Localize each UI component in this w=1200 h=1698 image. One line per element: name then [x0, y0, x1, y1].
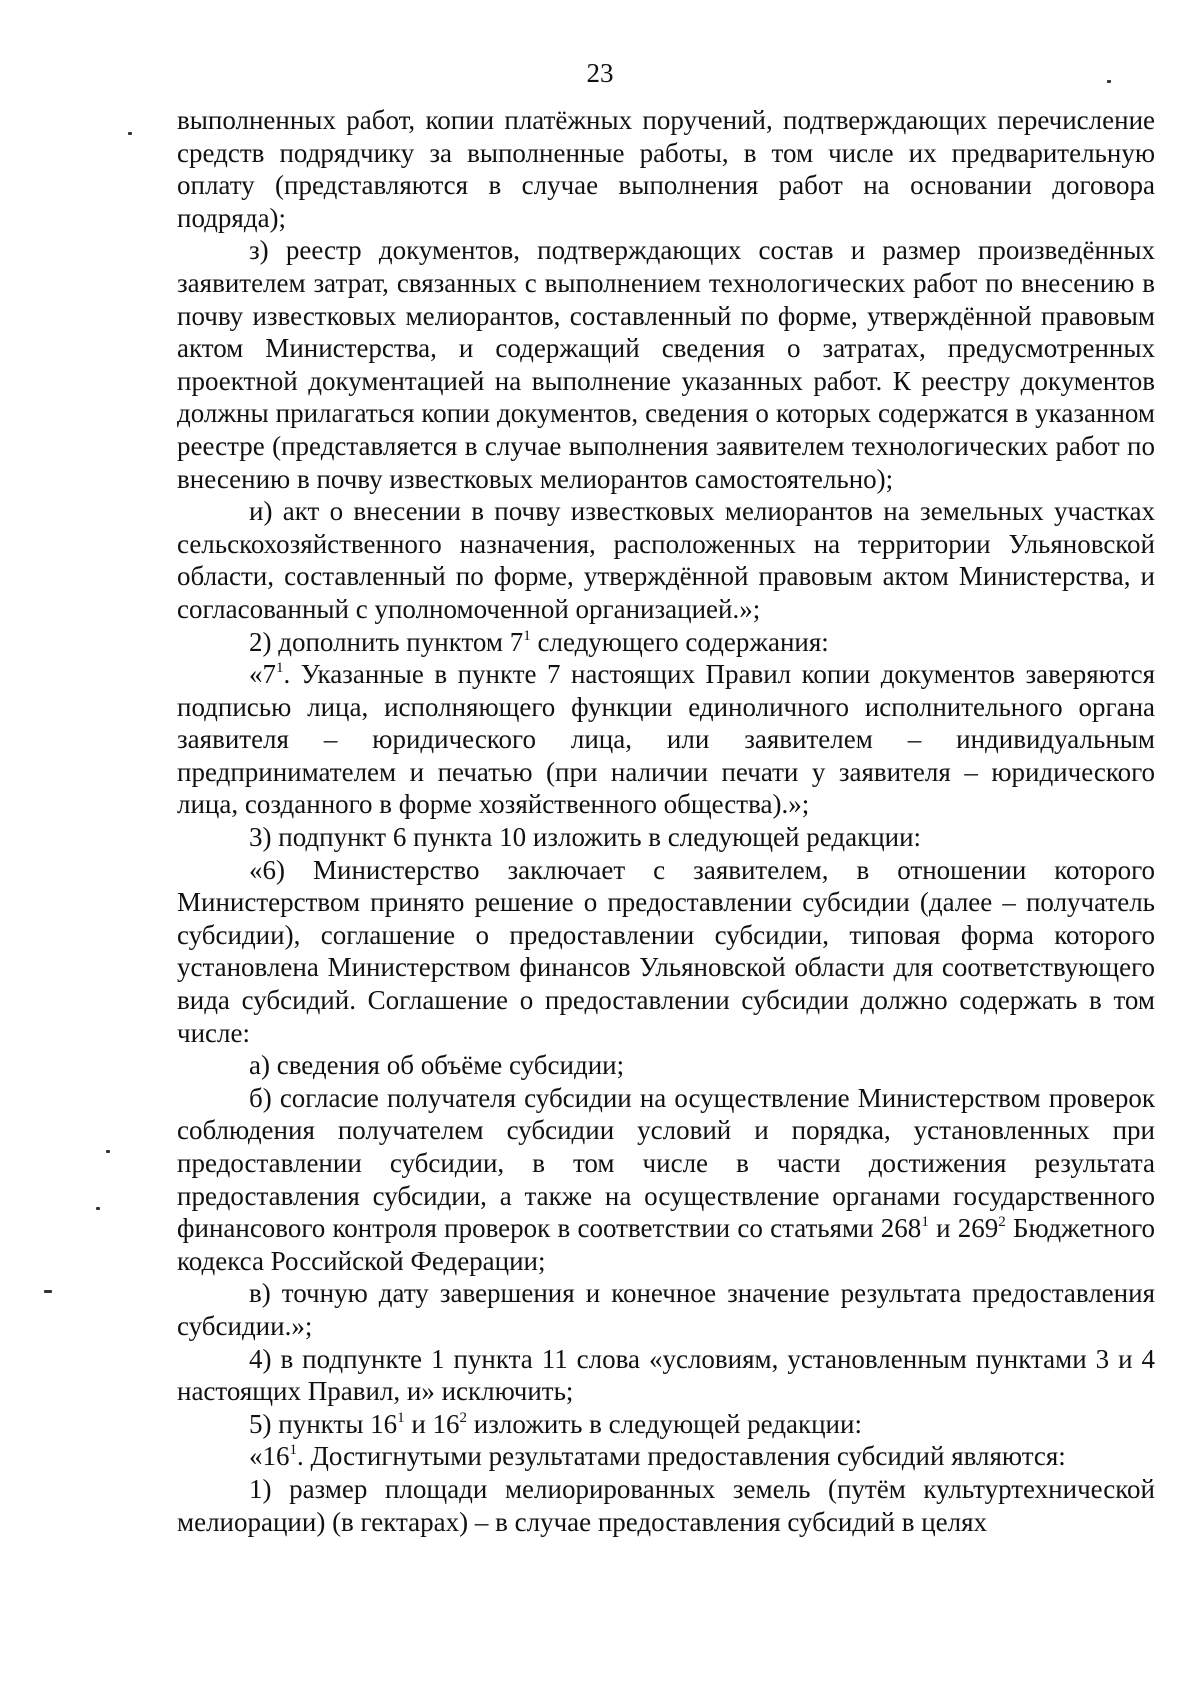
text-run: и 269: [928, 1213, 999, 1244]
text-run: изложить в следующей редакции:: [467, 1408, 862, 1439]
superscript: 1: [289, 1442, 297, 1459]
text-run: 4) в подпункте 1 пункта 11 слова «условиям, установленным пунктами 3 и 4 настоящих Правил, и» исключить;: [177, 1343, 1155, 1407]
scan-speck: [106, 1150, 110, 1153]
text-run: Бюджетного кодекса Российской Федерации;: [177, 1213, 1155, 1276]
paragraph-p10: [177, 1277, 1155, 1342]
text-run: . Достигнутыми результатами предоставления субсидий являются:: [297, 1441, 1066, 1472]
superscript: 1: [397, 1409, 405, 1426]
text-run: . Указанные в пункте 7 настоящих Правил копии документов заверяются подписью лица, исполняющего функции единоличного исполнительного органа заявителя – юридического лица, или заявителем – индивидуальным предпринимателем и печатью (при наличии печати у заявителя – юридического лица, созданного в форме хозяйственного общества).»;: [177, 659, 1155, 820]
text-run: 3) подпункт 6 пункта 10 изложить в следующей редакции:: [249, 822, 922, 853]
text-run: в) точную дату завершения и конечное значение результата предоставления субсидии.»;: [177, 1278, 1155, 1341]
paragraph-p3: [177, 495, 1155, 625]
text-run: «6) Министерство заключает с заявителем, в отношении которого Министерством принято решение о предоставлении субсидии (далее – получатель субсидии), соглашение о предоставлении субсидии, типовая форма которого установлена Министерством финансов Ульяновской области для соответствующего вида субсидий. Соглашение о предоставлении субсидии должно содержать в том числе:: [177, 854, 1155, 1048]
paragraph-p4: [177, 626, 1155, 659]
text-run: следующего содержания:: [530, 626, 829, 657]
paragraph-p13: [177, 1440, 1155, 1473]
paragraph-p1: [177, 104, 1155, 234]
scan-speck: [128, 132, 132, 135]
paragraph-p7: [177, 854, 1155, 1050]
paragraph-p8: [177, 1049, 1155, 1082]
scan-speck: [44, 1290, 52, 1293]
paragraph-p9: [177, 1082, 1155, 1278]
superscript: 1: [921, 1214, 929, 1231]
scan-speck: [1107, 80, 1111, 83]
text-run: б) согласие получателя субсидии на осуществление Министерством проверок соблюдения получателем субсидии условий и порядка, установленных при предоставлении субсидии, в том числе в части достижения результата предоставления субсидии, а также на осуществление органами государственного финансового контроля проверок в соответствии со статьями 268: [177, 1082, 1155, 1244]
superscript: 1: [276, 660, 284, 677]
paragraph-p11: [177, 1343, 1155, 1408]
text-run: 1) размер площади мелиорированных земель (путём культуртехнической мелиорации) (в гектарах) – в случае предоставления субсидий в целях: [177, 1473, 1155, 1537]
superscript: 1: [523, 627, 531, 644]
text-run: з) реестр документов, подтверждающих состав и размер произведённых заявителем затрат, связанных с выполнением технологических работ по внесению в почву известковых мелиорантов, составленный по форме, утверждённой правовым актом Министерства, и содержащий сведения о затратах, предусмотренных проектной документацией на выполнение указанных работ. К реестру документов должны прилагаться копии документов, сведения о которых содержатся в указанном реестре (представляется в случае выполнения заявителем технологических работ по внесению в почву известковых мелиорантов самостоятельно);: [177, 235, 1155, 494]
superscript: 2: [459, 1409, 468, 1426]
paragraph-p6: [177, 821, 1155, 854]
paragraph-p2: [177, 234, 1155, 495]
scan-speck: [96, 1207, 100, 1210]
text-run: и) акт о внесении в почву известковых мелиорантов на земельных участках сельскохозяйственного назначения, расположенных на территории Ульяновской области, составленный по форме, утверждённой правовым актом Министерства, и согласованный с уполномоченной организацией.»;: [177, 496, 1155, 624]
text-run: «16: [249, 1441, 290, 1472]
text-run: и 16: [404, 1408, 460, 1439]
text-run: 2) дополнить пунктом 7: [249, 626, 524, 657]
text-run: «7: [249, 659, 276, 690]
superscript: 2: [998, 1214, 1006, 1231]
text-run: 5) пункты 16: [249, 1408, 398, 1439]
document-body: [177, 104, 1155, 1538]
paragraph-p5: [177, 658, 1155, 821]
paragraph-p14: [177, 1473, 1155, 1538]
paragraph-p12: [177, 1408, 1155, 1441]
text-run: а) сведения об объёме субсидии;: [249, 1050, 625, 1081]
page-number: 23: [586, 58, 614, 88]
text-run: выполненных работ, копии платёжных поручений, подтверждающих перечисление средств подрядчику за выполненные работы, в том числе их предварительную оплату (представляются в случае выполнения работ на основании договора подряда);: [177, 105, 1155, 233]
